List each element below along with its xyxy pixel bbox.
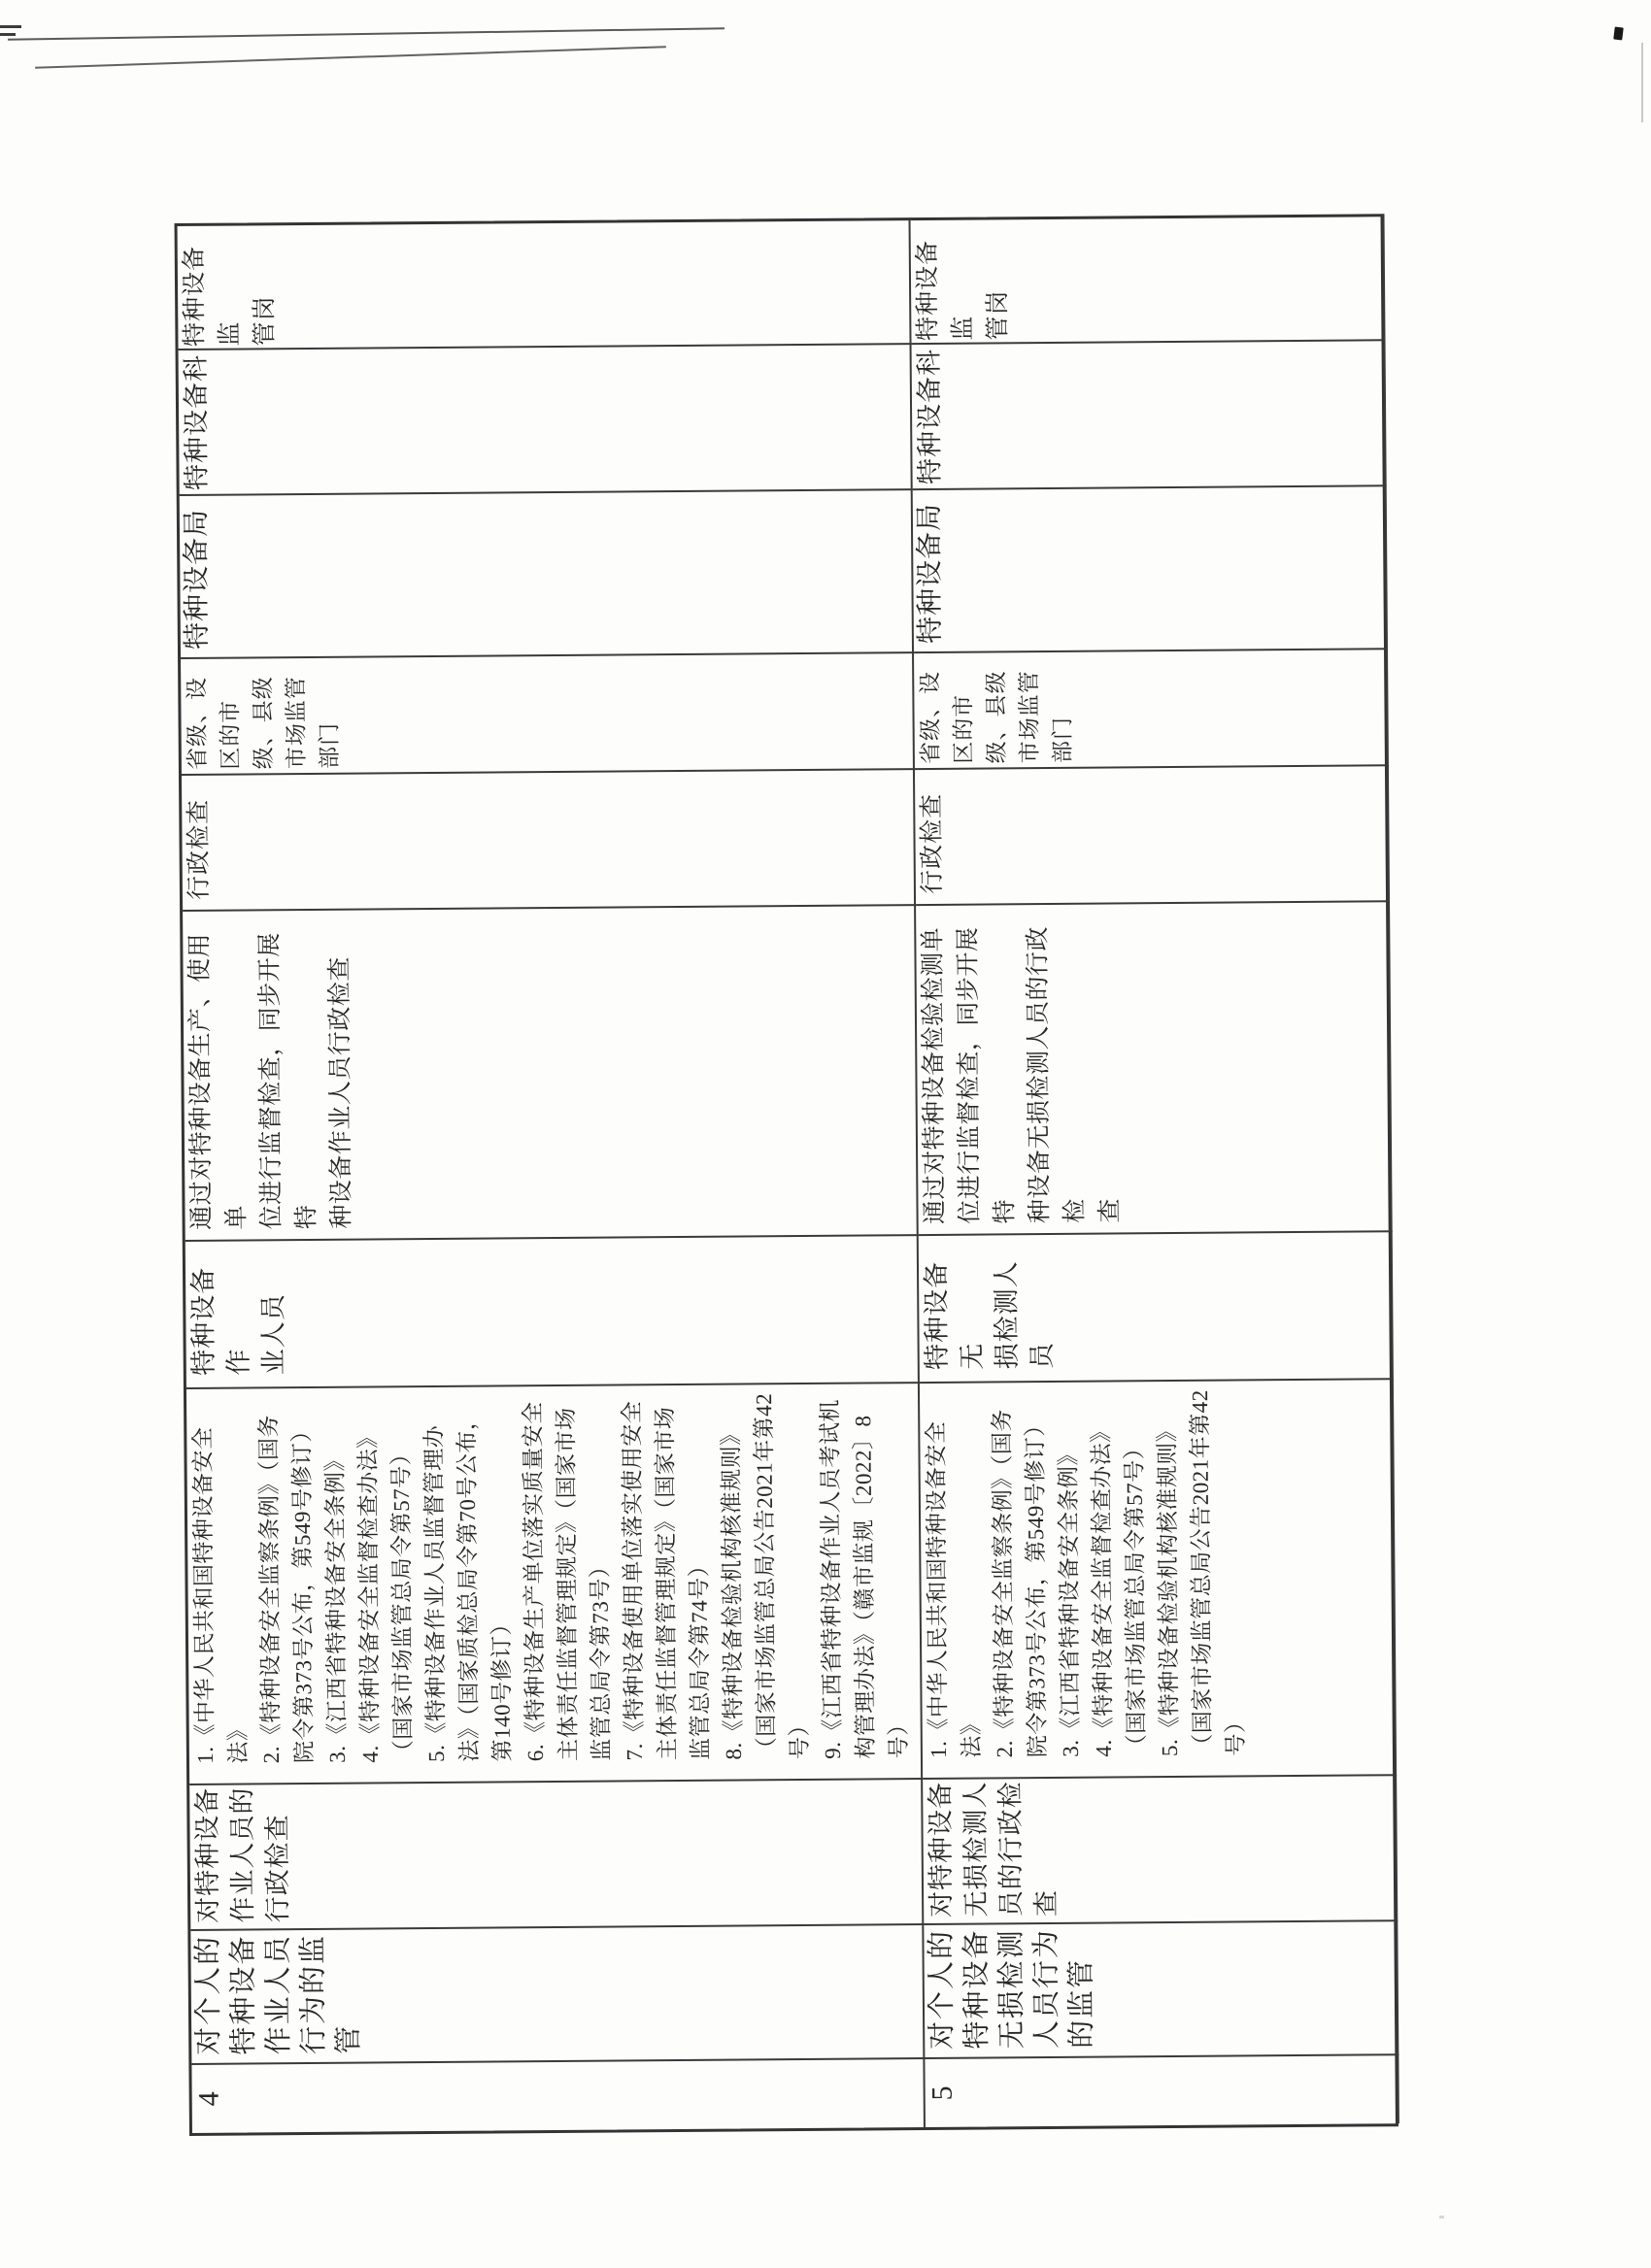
scan-artifact-dash: [0, 33, 16, 36]
row-seq: 4: [191, 2057, 926, 2133]
inspection-target-cell: 特种设备无 损检测人员: [919, 1230, 1394, 1382]
implementing-agency-cell: 省级、设 区的市 级、县级 市场监管 部门: [181, 651, 915, 774]
power-name-cell: 对个人的 特种设备 无损检测 人员行为 的监管: [924, 1919, 1398, 2057]
inspection-name-cell: 对特种设备 无损检测人 员的行政检 查: [923, 1774, 1398, 1923]
scan-artifact-speck: [1439, 2216, 1444, 2218]
scan-artifact-line: [35, 46, 666, 69]
power-name-cell: 对个人的 特种设备 作业人员 行为的监 管: [190, 1923, 925, 2063]
responsible-section-cell: 特种设备科: [179, 343, 913, 494]
inspection-type-cell: 行政检查: [915, 764, 1390, 904]
responsible-post-cell: 特种设备监 管岗: [911, 214, 1386, 343]
scan-artifact-line: [8, 27, 724, 41]
row-seq: 5: [925, 2053, 1399, 2127]
inspection-type-cell: 行政检查: [182, 768, 916, 910]
inspection-target-cell: 特种设备作 业人员: [185, 1234, 920, 1387]
scan-artifact-smudge: [1641, 43, 1643, 122]
responsible-bureau-cell: 特种设备局: [913, 484, 1388, 651]
legal-basis-cell: 1.《中华人民共和国特种设备安全 法》 2.《特种设备安全监察条例》（国务 院令第373号公布，第549号修订） 3.《江西省特种设备安全条例》 4.《特种设备安全监督检查办法》 （国家市场监管总局令第57号） 5.《特种设备作业人员监督管理办 法》（国家质检总局令第70号公布， 第140号修订） 6.《特种设备生产单位落实质量安全 主体责任监督管理规定》（国家市场 监管总局令第73号） 7.《特种设备使用单位落实使用安全 主体责任监督管理规定》（国家市场 监管总局令第74号） 8.《特种设备检验机构核准规则》 （国家市场监管总局公告2021年第42 号） 9.《江西省特种设备作业人员考试机 构管理办法》（赣市监规〔2022〕8号）: [186, 1382, 923, 1784]
responsible-post-cell: 特种设备监 管岗: [178, 217, 912, 349]
rotated-table-container: [175, 214, 1398, 2136]
implementing-agency-cell: 省级、设 区的市 级、县级 市场监管 部门: [914, 648, 1389, 768]
inspection-name-cell: 对特种设备 作业人员的 行政检查: [189, 1778, 924, 1929]
responsible-section-cell: 特种设备科: [912, 339, 1387, 488]
inspection-method-cell: 通过对特种设备检验检测单 位进行监督检查，同步开展特 种设备无损检测人员的行政检 查: [916, 900, 1393, 1234]
scan-artifact-blob: [1613, 27, 1624, 41]
powers-and-duties-table: [175, 214, 1398, 2136]
legal-basis-cell: 1.《中华人民共和国特种设备安全 法》 2.《特种设备安全监察条例》（国务 院令第373号公布，第549号修订） 3.《江西省特种设备安全条例》 4.《特种设备安全监督检查办法》 （国家市场监管总局令第57号） 5.《特种设备检验机构核准规则》 （国家市场监管总局公告2021年第42 号）: [920, 1378, 1397, 1778]
scan-artifact-dash: [0, 25, 21, 28]
responsible-bureau-cell: 特种设备局: [180, 488, 914, 657]
inspection-method-cell: 通过对特种设备生产、使用单 位进行监督检查，同步开展特 种设备作业人员行政检查: [183, 904, 919, 1240]
